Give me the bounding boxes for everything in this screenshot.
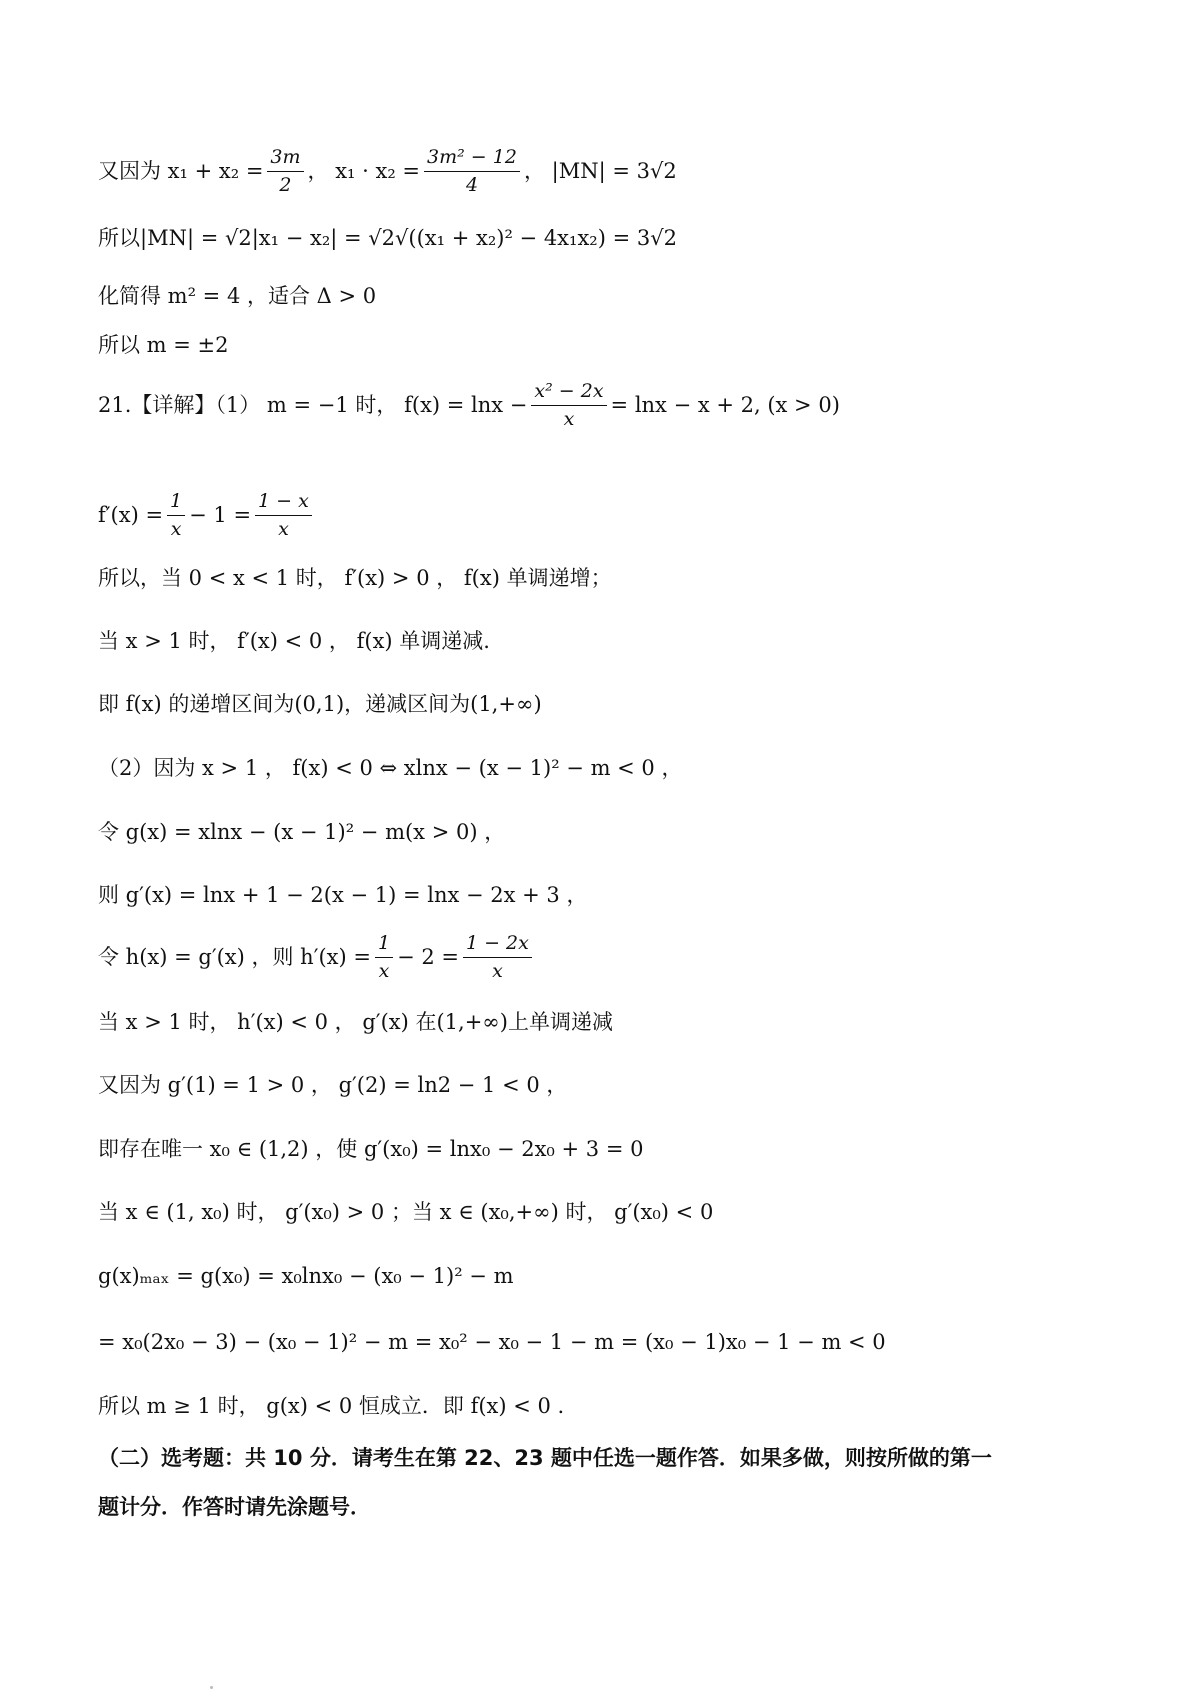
fraction	[267, 146, 303, 197]
line-intervals: 即 f(x) 的递增区间为(0,1)，递减区间为(1,+∞)	[98, 692, 542, 716]
section-heading-line1: （二）选考题：共 10 分．请考生在第 22、23 题中任选一题作答．如果多做，则按所做的第一	[98, 1446, 992, 1470]
text: 21.【详解】（1） m = −1 时， f(x) = lnx −	[98, 392, 528, 417]
denominator: x	[278, 517, 289, 540]
line-mn-length: 所以|MN| = √2|x₁ − x₂| = √2√((x₁ + x₂)² − 4x₁x₂) = 3√2	[98, 226, 677, 250]
line-g-max-simplified: = x₀(2x₀ − 3) − (x₀ − 1)² − m = x₀² − x₀ − 1 − m = (x₀ − 1)x₀ − 1 − m < 0	[98, 1330, 886, 1354]
scan-dot	[210, 1686, 213, 1689]
text: 又因为 x₁ + x₂ =	[98, 158, 264, 183]
numerator: 1 − x	[255, 490, 312, 516]
text: 令 h(x) = g′(x) ，则 h′(x) =	[98, 944, 371, 969]
line-q21-part1	[98, 380, 1118, 431]
text: f′(x) =	[98, 502, 164, 527]
fraction	[167, 490, 185, 541]
denominator: x	[170, 517, 182, 540]
line-h-negative: 当 x > 1 时， h′(x) < 0 ， g′(x) 在(1,+∞)上单调递减	[98, 1010, 613, 1034]
line-derivative	[98, 490, 1118, 541]
line-unique-x0: 即存在唯一 x₀ ∈ (1,2) ，使 g′(x₀) = lnx₀ − 2x₀ + 3 = 0	[98, 1137, 644, 1161]
fraction	[463, 932, 532, 983]
line-conclusion: 所以 m ≥ 1 时， g(x) < 0 恒成立．即 f(x) < 0 .	[98, 1394, 565, 1418]
denominator: x	[492, 959, 503, 982]
fraction	[531, 380, 606, 431]
text: = lnx − x + 2, (x > 0)	[610, 392, 840, 417]
line-g-values: 又因为 g′(1) = 1 > 0 ， g′(2) = ln2 − 1 < 0 ，	[98, 1073, 568, 1097]
fraction	[375, 932, 393, 983]
numerator: 1	[167, 490, 185, 516]
fraction	[255, 490, 312, 541]
denominator: x	[563, 407, 575, 430]
fraction	[424, 146, 520, 197]
text: ， |MN| = 3√2	[523, 158, 677, 183]
numerator: x² − 2x	[531, 380, 606, 406]
numerator: 3m² − 12	[424, 146, 520, 172]
numerator: 1	[375, 932, 393, 958]
line-m-result: 所以 m = ±2	[98, 333, 229, 357]
line-sum-product	[98, 146, 1118, 197]
numerator: 1 − 2x	[463, 932, 532, 958]
line-q21-part2: （2）因为 x > 1 ， f(x) < 0 ⇔ xlnx − (x − 1)² − m < 0 ，	[98, 756, 683, 780]
numerator: 3m	[267, 146, 303, 172]
line-g-derivative: 则 g′(x) = lnx + 1 − 2(x − 1) = lnx − 2x + 3 ，	[98, 883, 588, 907]
denominator: 2	[279, 173, 292, 196]
section-heading-line2: 题计分．作答时请先涂题号．	[98, 1495, 371, 1519]
line-define-h	[98, 932, 1118, 983]
line-define-g: 令 g(x) = xlnx − (x − 1)² − m(x > 0) ，	[98, 820, 506, 844]
text: − 2 =	[397, 944, 459, 969]
line-decreasing: 当 x > 1 时， f′(x) < 0 ， f(x) 单调递减.	[98, 629, 490, 653]
line-sign-analysis: 当 x ∈ (1, x₀) 时， g′(x₀) > 0 ；当 x ∈ (x₀,+∞) 时， g′(x₀) < 0	[98, 1200, 714, 1224]
denominator: x	[378, 959, 390, 982]
line-increasing: 所以，当 0 < x < 1 时， f′(x) > 0 ， f(x) 单调递增；	[98, 566, 612, 590]
line-simplify: 化简得 m² = 4 ，适合 Δ > 0	[98, 284, 377, 308]
denominator: 4	[465, 173, 479, 196]
text: − 1 =	[189, 502, 252, 527]
text: ， x₁ · x₂ =	[307, 158, 421, 183]
line-g-max: g(x)ₘₐₓ = g(x₀) = x₀lnx₀ − (x₀ − 1)² − m	[98, 1264, 514, 1288]
